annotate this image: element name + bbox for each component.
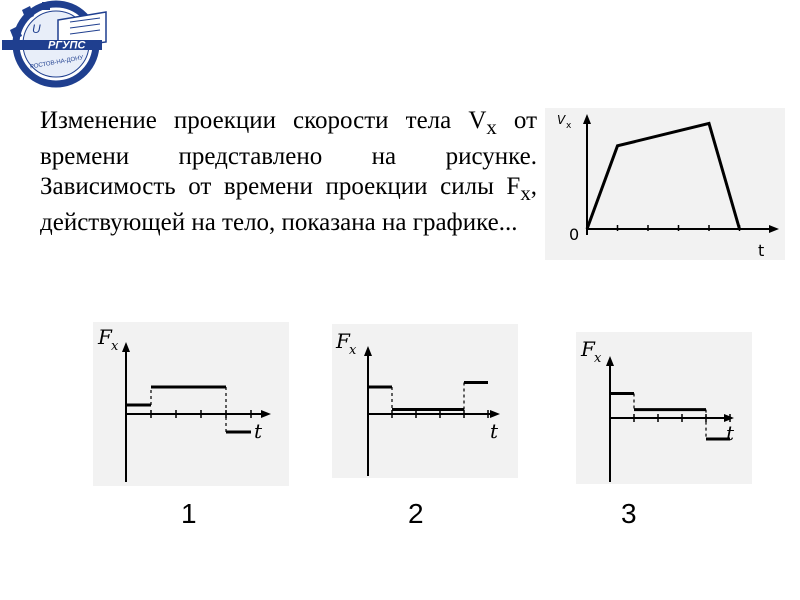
problem-sub-2: x: [520, 181, 531, 205]
logo-city: РОСТОВ-НА-ДОНУ: [29, 55, 84, 71]
force-graph-2-y-label: F: [336, 329, 350, 353]
velocity-x-label: t: [758, 241, 765, 260]
force-graph-3-x-label: t: [726, 421, 735, 445]
force-graph-3: [576, 332, 752, 484]
velocity-y-label-sub: x: [566, 121, 572, 131]
velocity-y-label: V: [557, 113, 566, 127]
velocity-origin-label: 0: [569, 225, 580, 244]
problem-text: [40, 106, 537, 238]
force-graph-2-x-label: t: [490, 419, 499, 443]
problem-part-2: от времени представлено на рисунке. Зависимость от времени проекции силы F: [40, 107, 537, 200]
force-graph-1-y-label-sub: x: [111, 339, 119, 354]
force-graph-1-background: [93, 322, 289, 486]
force-graph-3-background: [576, 332, 752, 484]
force-graph-3-y-label: F: [581, 337, 595, 361]
force-graph-2-background: [332, 324, 518, 478]
emblem-letter: U: [32, 22, 41, 36]
option-number-2: 2: [408, 498, 424, 529]
problem-sub-1: x: [486, 115, 497, 139]
option-number-1: 1: [181, 498, 197, 529]
force-graph-1: [93, 322, 289, 486]
logo-name: РГУПС: [48, 39, 86, 52]
problem-part-3: , действующей на тело, показана на графике...: [40, 173, 537, 236]
velocity-graph-background: [545, 108, 785, 260]
university-logo: [0, 0, 112, 90]
force-graph-2: [332, 324, 518, 478]
force-graph-3-y-label-sub: x: [594, 351, 602, 366]
force-graph-2-y-label-sub: x: [349, 343, 357, 358]
problem-part-1: Изменение проекции скорости тела V: [40, 107, 487, 134]
option-number-3: 3: [621, 498, 637, 529]
force-graph-1-x-label: t: [254, 419, 263, 443]
velocity-graph: [545, 108, 785, 260]
force-graph-1-y-label: F: [98, 325, 112, 349]
